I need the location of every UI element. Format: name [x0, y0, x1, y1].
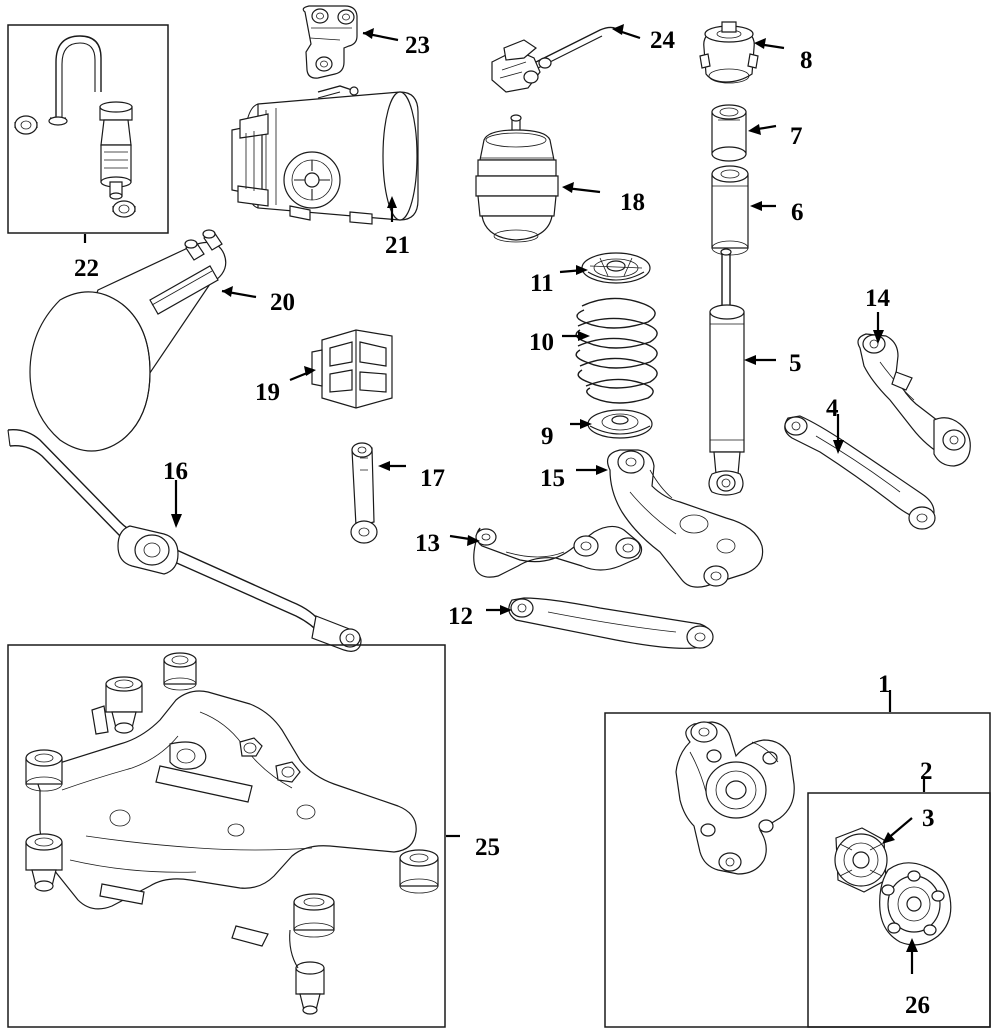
rear-subframe-box	[8, 645, 460, 1027]
toe-link	[785, 414, 935, 529]
callout-22: 22	[74, 255, 99, 282]
shock-absorber	[709, 249, 776, 495]
callout-13: 13	[415, 530, 440, 557]
height-sensor	[492, 24, 640, 92]
air-spring	[476, 115, 600, 242]
upper-control-arm	[858, 312, 970, 466]
upper-shock-mount	[700, 22, 784, 83]
callout-9: 9	[541, 423, 554, 450]
stabilizer-link	[351, 443, 406, 543]
lower-spring-seat	[570, 410, 652, 438]
air-dryer-box	[8, 25, 168, 243]
callout-3: 3	[922, 805, 935, 832]
callout-17: 17	[420, 465, 445, 492]
air-reservoir	[30, 230, 256, 451]
compressor-bracket	[303, 6, 398, 78]
valve-block	[290, 330, 392, 408]
callout-4: 4	[826, 395, 839, 422]
knuckle-assembly-box	[605, 690, 990, 1027]
lower-lateral-link	[486, 598, 713, 648]
shock-bumper	[712, 105, 776, 161]
callout-18: 18	[620, 189, 645, 216]
callout-1: 1	[878, 671, 891, 698]
callout-6: 6	[791, 199, 804, 226]
air-compressor	[232, 86, 418, 224]
callout-2: 2	[920, 758, 933, 785]
callout-11: 11	[530, 270, 554, 297]
callout-12: 12	[448, 603, 473, 630]
callout-25: 25	[475, 834, 500, 861]
callout-24: 24	[650, 27, 675, 54]
hub-bearing-box	[808, 776, 990, 1027]
coil-spring	[562, 298, 657, 403]
callout-8: 8	[800, 47, 813, 74]
upper-spring-seat	[560, 253, 650, 283]
callout-23: 23	[405, 32, 430, 59]
callout-14: 14	[865, 285, 890, 312]
callout-10: 10	[529, 329, 554, 356]
callout-7: 7	[790, 123, 803, 150]
callout-20: 20	[270, 289, 295, 316]
trailing-arm	[450, 526, 642, 577]
callout-19: 19	[255, 379, 280, 406]
dust-boot	[712, 166, 776, 255]
callout-21: 21	[385, 232, 410, 259]
callout-26: 26	[905, 992, 930, 1019]
callout-5: 5	[789, 350, 802, 377]
callout-15: 15	[540, 465, 565, 492]
callout-16: 16	[163, 458, 188, 485]
